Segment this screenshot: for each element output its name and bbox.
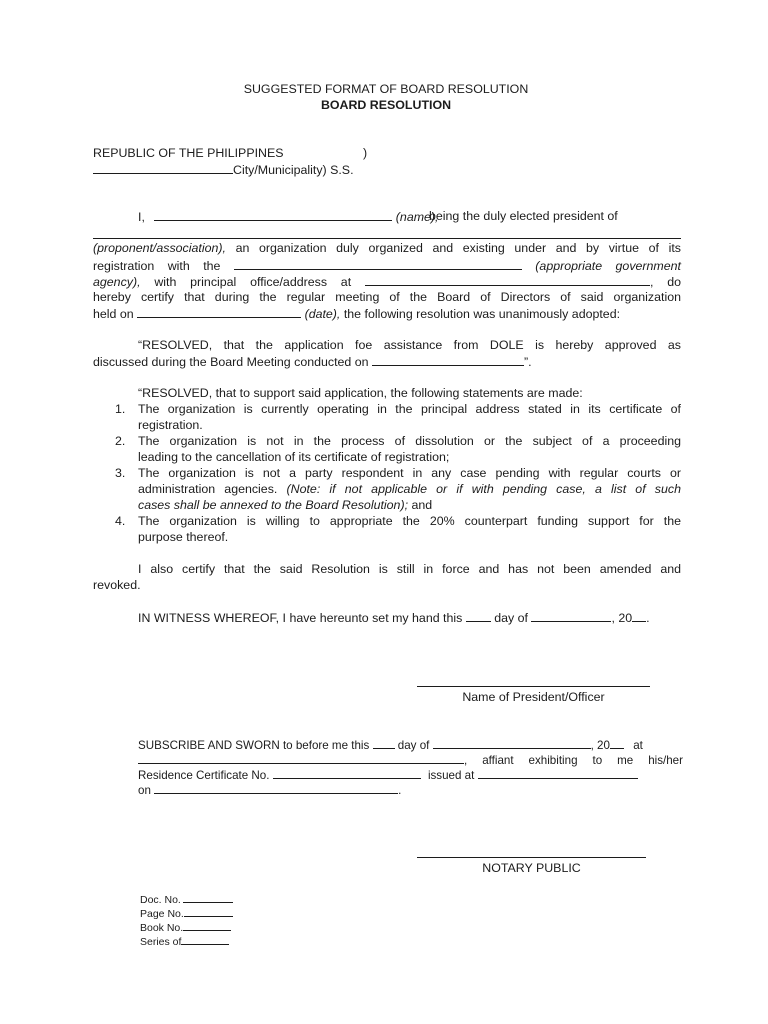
- intro-line-4: [93, 258, 681, 273]
- jurat-line-2: [138, 752, 683, 767]
- item-4-num: 4.: [115, 514, 126, 528]
- item-2-line-2: leading to the cancellation of its certificate of registration;: [138, 450, 450, 464]
- jurat-day-blank[interactable]: [373, 737, 395, 749]
- item-4-line-2: purpose thereof.: [138, 530, 229, 544]
- gov-tag-2: agency),: [93, 275, 141, 289]
- intro-do: , do: [649, 275, 681, 289]
- jurat-day-of: day of: [397, 739, 430, 752]
- venue-city: City/Municipality): [233, 163, 327, 177]
- jurat-residence: Residence Certificate No.: [138, 769, 270, 782]
- certify-force-line-2: revoked.: [93, 578, 141, 592]
- book-no: [140, 921, 231, 934]
- item-3-line-2: [138, 482, 681, 496]
- item-3-and: and: [411, 498, 433, 512]
- meeting-date-blank[interactable]: [372, 354, 524, 366]
- jurat-on-blank[interactable]: [154, 782, 398, 794]
- witness-line: [138, 610, 650, 625]
- resolved-1-line-1: “RESOLVED, that the application foe assistance from DOLE is hereby approved as: [138, 338, 681, 352]
- gov-tag-1: (appropriate government: [535, 259, 681, 273]
- witness-year-prefix: , 20: [611, 611, 633, 625]
- jurat-place-blank[interactable]: [138, 752, 464, 764]
- series-of-label: Series of: [140, 936, 182, 948]
- intro-elected: being the duly elected president of: [429, 209, 618, 223]
- intro-adopted: the following resolution was unanimously adopted:: [343, 307, 621, 321]
- book-no-blank[interactable]: [183, 921, 231, 931]
- date-tag: (date),: [304, 307, 341, 321]
- witness-day-of: day of: [494, 611, 529, 625]
- notary-label: NOTARY PUBLIC: [482, 861, 581, 875]
- page-no-blank[interactable]: [184, 907, 233, 917]
- jurat-year-blank[interactable]: [610, 737, 624, 749]
- document-title: BOARD RESOLUTION: [320, 98, 452, 112]
- resolved-1-end: ”.: [523, 355, 532, 369]
- name-blank[interactable]: [154, 209, 392, 221]
- witness-month-blank[interactable]: [531, 610, 611, 622]
- venue-paren: ): [363, 146, 368, 160]
- jurat-sworn: SUBSCRIBE AND SWORN to before me this: [138, 739, 370, 752]
- item-1-line-1: The organization is currently operating in the principal address stated in its certificate of: [138, 402, 681, 416]
- intro-line-6: hereby certify that during the regular meeting of the Board of Directors of said organization: [93, 290, 681, 304]
- item-3-line-2a: administration agencies.: [138, 482, 278, 496]
- proponent-tag: (proponent/association),: [93, 241, 226, 255]
- jurat-month-blank[interactable]: [433, 737, 591, 749]
- intro-organized: an organization duly organized and existing under and by virtue of its: [235, 241, 681, 255]
- document-subtitle: SUGGESTED FORMAT OF BOARD RESOLUTION: [243, 82, 529, 96]
- witness-year-blank[interactable]: [632, 610, 646, 622]
- jurat-affiant: , affiant exhibiting to me his/her: [464, 754, 683, 767]
- intro-line-7: [93, 306, 620, 321]
- item-2-num: 2.: [115, 434, 126, 448]
- intro-line-3: [93, 241, 681, 255]
- resolved-1-line-2: [93, 354, 532, 369]
- resolved-1-text: discussed during the Board Meeting conducted on: [93, 355, 369, 369]
- jurat-line-3: [138, 767, 638, 782]
- president-signature-line[interactable]: [417, 686, 650, 687]
- venue-ss: S.S.: [330, 163, 354, 177]
- witness-text: IN WITNESS WHEREOF, I have hereunto set my hand this: [138, 611, 463, 625]
- president-signature-label: Name of President/Officer: [462, 690, 605, 704]
- series-of: [140, 935, 229, 948]
- notary-signature-line[interactable]: [417, 857, 646, 858]
- jurat-line-1: [138, 737, 643, 752]
- item-3-note: (Note: if not applicable or if with pending case, a list of such: [286, 482, 681, 496]
- jurat-line-4: [138, 782, 401, 797]
- doc-no-blank[interactable]: [183, 893, 233, 903]
- witness-day-blank[interactable]: [466, 610, 491, 622]
- issued-at-blank[interactable]: [478, 767, 638, 779]
- intro-i: I,: [138, 210, 145, 224]
- residence-cert-blank[interactable]: [273, 767, 421, 779]
- item-3-line-1: The organization is not a party respondent in any case pending with regular courts or: [138, 466, 681, 480]
- date-blank[interactable]: [137, 306, 301, 318]
- address-blank[interactable]: [365, 274, 650, 286]
- doc-no-label: Doc. No.: [140, 894, 181, 906]
- book-no-label: Book No.: [140, 922, 184, 934]
- name-tag: (name),: [395, 210, 439, 224]
- item-1-num: 1.: [115, 402, 126, 416]
- item-2-line-1: The organization is not in the process of dissolution or the subject of a proceeding: [138, 434, 681, 448]
- jurat-issued-at: issued at: [427, 769, 475, 782]
- item-4-line-1: The organization is willing to appropriate the 20% counterpart funding support for the: [138, 514, 681, 528]
- city-blank[interactable]: [93, 162, 233, 174]
- jurat-at: at: [633, 739, 643, 752]
- jurat-year-prefix: , 20: [590, 739, 610, 752]
- jurat-period: .: [398, 784, 402, 797]
- resolved-2-intro: “RESOLVED, that to support said application, the following statements are made:: [138, 386, 583, 400]
- intro-line-1: [138, 209, 439, 224]
- item-3-line-3: [138, 498, 432, 512]
- intro-line-5: [93, 274, 681, 289]
- agency-blank[interactable]: [234, 258, 522, 270]
- series-of-blank[interactable]: [181, 935, 229, 945]
- doc-no: [140, 893, 233, 906]
- item-3-note-end: cases shall be annexed to the Board Resolution);: [138, 498, 409, 512]
- intro-registration: registration with the: [93, 259, 221, 273]
- venue-city-line: [93, 162, 354, 177]
- jurat-on: on: [138, 784, 151, 797]
- item-3-num: 3.: [115, 466, 126, 480]
- proponent-blank[interactable]: [93, 238, 681, 239]
- certify-force-line-1: I also certify that the said Resolution is still in force and has not been amended and: [138, 562, 681, 576]
- page-no: [140, 907, 233, 920]
- intro-held-on: held on: [93, 307, 134, 321]
- item-1-line-2: registration.: [138, 418, 203, 432]
- venue-republic: REPUBLIC OF THE PHILIPPINES: [93, 146, 284, 160]
- page-no-label: Page No.: [140, 908, 184, 920]
- intro-principal: with principal office/address at: [154, 275, 352, 289]
- witness-period: .: [646, 611, 650, 625]
